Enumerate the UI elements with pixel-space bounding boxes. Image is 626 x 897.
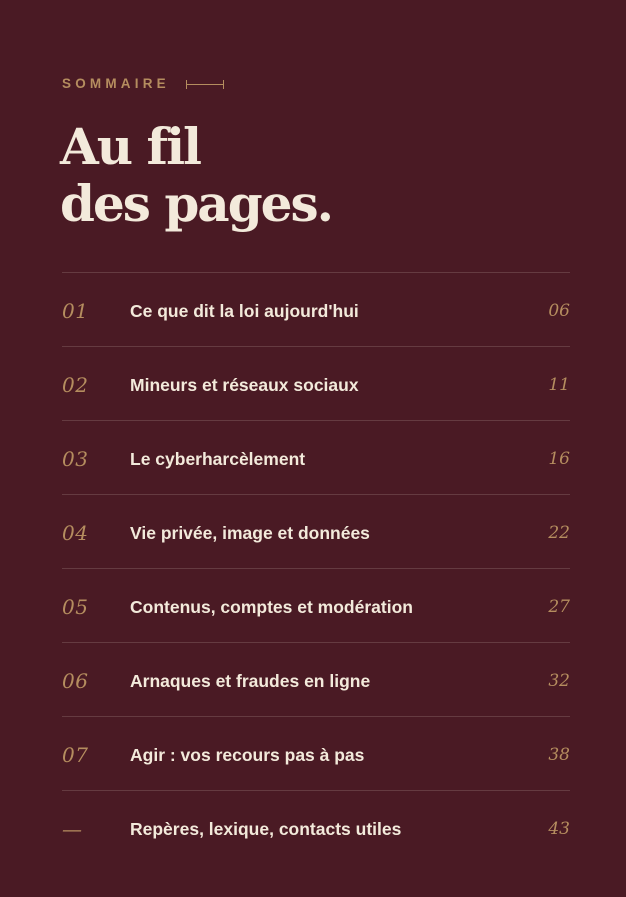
toc-entry-number: 05 bbox=[62, 595, 89, 619]
toc-entry-page: 16 bbox=[548, 449, 570, 469]
toc-entry-number: 01 bbox=[62, 299, 89, 323]
toc-entry-label: Repères, lexique, contacts utiles bbox=[130, 819, 402, 839]
toc-list bbox=[62, 272, 570, 864]
toc-entry-07[interactable] bbox=[62, 717, 570, 791]
toc-entry-05[interactable] bbox=[62, 569, 570, 643]
page-title-line-2: des pages. bbox=[60, 174, 333, 233]
section-kicker bbox=[62, 76, 224, 92]
toc-entry-page: 06 bbox=[548, 301, 570, 321]
toc-entry-label: Agir : vos recours pas à pas bbox=[130, 745, 365, 765]
toc-entry-page: 32 bbox=[548, 671, 570, 691]
toc-entry-label: Vie privée, image et données bbox=[130, 523, 370, 543]
toc-entry-page: 38 bbox=[548, 745, 570, 765]
toc-entry-page: 22 bbox=[548, 523, 570, 543]
toc-entry-number: 02 bbox=[62, 373, 89, 397]
toc-entry-number: 04 bbox=[62, 521, 89, 545]
toc-entry-06[interactable] bbox=[62, 643, 570, 717]
toc-entry-number: 06 bbox=[62, 669, 89, 693]
toc-entry-number: — bbox=[62, 817, 83, 841]
toc-entry-page: 11 bbox=[548, 375, 570, 395]
toc-entry-label: Contenus, comptes et modération bbox=[130, 597, 413, 617]
toc-entry-number: 03 bbox=[62, 447, 89, 471]
toc-entry-number: 07 bbox=[62, 743, 89, 767]
page-title-line-1: Au fil bbox=[60, 117, 201, 176]
toc-entry-02[interactable] bbox=[62, 347, 570, 421]
toc-entry-label: Mineurs et réseaux sociaux bbox=[130, 375, 359, 395]
toc-entry-page: 27 bbox=[548, 597, 570, 617]
toc-entry-label: Le cyberharcèlement bbox=[130, 449, 306, 469]
toc-entry-03[interactable] bbox=[62, 421, 570, 495]
toc-entry-04[interactable] bbox=[62, 495, 570, 569]
page-title bbox=[60, 118, 332, 232]
kicker-rule-ornament bbox=[186, 84, 224, 85]
toc-entry-label: Arnaques et fraudes en ligne bbox=[130, 671, 371, 691]
toc-entry-01[interactable] bbox=[62, 273, 570, 347]
toc-entry-appendix[interactable] bbox=[62, 791, 570, 864]
kicker-label: SOMMAIRE bbox=[62, 76, 170, 91]
toc-entry-page: 43 bbox=[548, 819, 570, 839]
toc-entry-label: Ce que dit la loi aujourd'hui bbox=[130, 301, 359, 321]
